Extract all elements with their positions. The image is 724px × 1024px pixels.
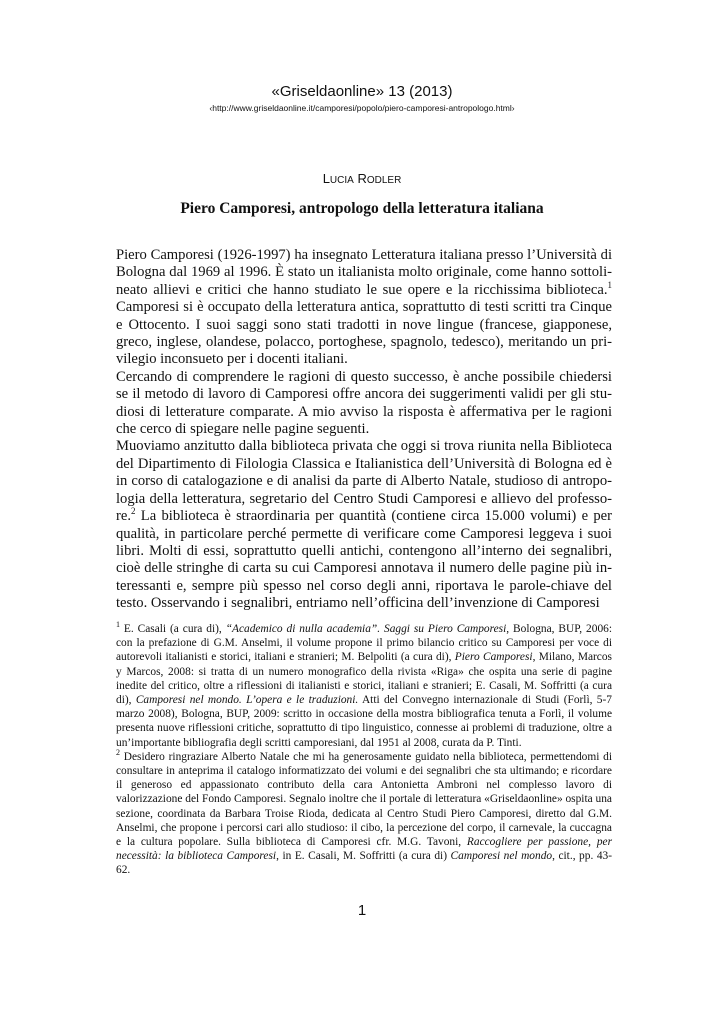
- paragraph: Cercando di comprendere le ragioni di questo successo, è anche possibile chiedersi se il metodo di lavoro di Camporesi offre ancora dei suggerimenti validi per gli studiosi di letterature comparate. A mio avviso la risposta è affermativa per le ragioni che cerco di spiegare nelle pagine seguenti.: [116, 368, 612, 438]
- journal-header: «Griseldaonline» 13 (2013): [271, 83, 453, 100]
- footnote-title: “Academico di nulla academia”. Saggi su Piero Camporesi: [225, 623, 507, 635]
- article-url: ‹http://www.griseldaonline.it/camporesi/popolo/piero-camporesi-antropologo.html›: [209, 103, 515, 113]
- footnote-title: Raccogliere per passione, per necessità: la biblioteca Camporesi: [116, 836, 612, 863]
- author-initial-last: R: [357, 171, 367, 186]
- footnote-ref: 2: [131, 506, 136, 517]
- footnote-text: Atti del Convegno internazionale di Studi (Forlì, 5-7 marzo 2008), Bologna, BUP, 2009: scritto in occasione della mostra bibliografica tenuta a Forlì, il volume presenta nuove riflessioni critiche, soprattutto di tipo linguistico, connesse ai problemi di traduzione, oltre a un’importante bibliografia degli scritti camporesiani, dal 1951 al 2008, curata da P. Tinti.: [116, 694, 612, 749]
- footnote-ref: 1: [607, 279, 612, 290]
- footnote: [116, 622, 612, 750]
- author-name: [0, 171, 724, 186]
- paragraph-text: Piero Camporesi (1926-1997) ha insegnato Letteratura italiana presso l’Università di Bologna dal 1969 al 1996. È stato un italianista molto originale, come hanno sottolineato allievi e critici che hanno studiato le sue opere e la ricchissima biblioteca.: [116, 247, 612, 298]
- footnote-title: Camporesi nel mondo. L’opera e le traduzioni.: [135, 694, 359, 707]
- paragraph-text: Camporesi si è occupato della letteratura antica, soprattutto di testi scritti tra Cinque e Ottocento. I suoi saggi sono stati tradotti in nove lingue (francese, giapponese, greco, inglese, olandese, polacco, portoghese, spagnolo, tedesco), meritando un privilegio inconsueto per i docenti italiani.: [116, 299, 612, 368]
- footnote: [116, 750, 612, 878]
- paragraph-text: La biblioteca è straordinaria per quantità (contiene circa 15.000 volumi) e per qualità, in particolare perché permette di verificare come Camporesi leggeva i suoi libri. Molti di essi, soprattutto quelli antichi, contengono all’interno dei segnalibri, cioè delle stringhe di carta su cui Camporesi annotava il numero delle pagine più interessanti e, sempre più spesso nel corso degli anni, riportava le parole-chiave del testo. Osservando i segnalibri, entriamo nell’officina dell’invenzione di Camporesi: [116, 508, 612, 612]
- author-initial-first: L: [322, 171, 330, 186]
- author-last-rest: ODLER: [366, 175, 402, 186]
- footnote-number: 2: [116, 748, 120, 758]
- footnote-number: 1: [116, 620, 120, 630]
- paragraph-text: Muoviamo anzitutto dalla biblioteca privata che oggi si trova riunita nella Biblioteca del Dipartimento di Filologia Classica e Italianistica dell’Università di Bologna ed è in corso di catalogazione e di analisi da parte di Alberto Natale, studioso di antropologia della letteratura, segretario del Centro Studi Camporesi e allievo del professore.: [116, 438, 612, 525]
- paragraph: [116, 438, 612, 612]
- author-first-rest: UCIA: [329, 175, 354, 186]
- footnote-text: , Bologna, BUP, 2006: con la prefazione di G.M. Anselmi, il volume propone il primo bilancio critico su Camporesi per voce di autorevoli italianisti e storici, italiani e stranieri; M. Belpoliti (a cura di),: [116, 623, 612, 664]
- article-title: Piero Camporesi, antropologo della letteratura italiana: [180, 200, 544, 217]
- footnote-title: Camporesi nel mondo: [450, 850, 553, 863]
- footnote-text: Desidero ringraziare Alberto Natale che mi ha generosamente guidato nella biblioteca, permettendomi di consultare in anteprima il catalogo informatizzato dei volumi e dei segnalibri che sta ultimando; e ricordare il generoso ed appassionato contributo della cara Antonietta Ambroni nel complesso lavoro di valorizzazione del Fondo Camporesi. Segnalo inoltre che il portale di letteratura «Griseldaonline» ospita una sezione, coordinata da Barbara Troise Rioda, dedicata al Centro Studi Piero Camporesi, diretto dal G.M. Anselmi, che propone i percorsi cari allo studioso: il cibo, la percezione del corpo, il carnevale, la cuccagna e la cultura popolare. Sulla biblioteca di Camporesi cfr. M.G. Tavoni,: [116, 750, 612, 849]
- footnote-title: Piero Camporesi: [454, 651, 533, 664]
- footnote-text: E. Casali (a cura di),: [120, 623, 226, 635]
- page-number: 1: [357, 902, 367, 919]
- footnote-text: , in E. Casali, M. Soffritti (a cura di): [276, 850, 451, 863]
- footnote-text: , Milano, Marcos y Marcos, 2008: si tratta di un numero monografico della rivista «Riga» che ospita una serie di pagine inedite del critico, oltre a riflessioni di italianisti e storici, italiani e stranieri; E. Casali, M. Soffritti (a cura di),: [116, 651, 612, 707]
- paragraph: [116, 247, 612, 369]
- footnotes: [116, 622, 612, 878]
- body-text: [116, 247, 612, 613]
- footnote-text: , cit., pp. 43-62.: [116, 850, 612, 877]
